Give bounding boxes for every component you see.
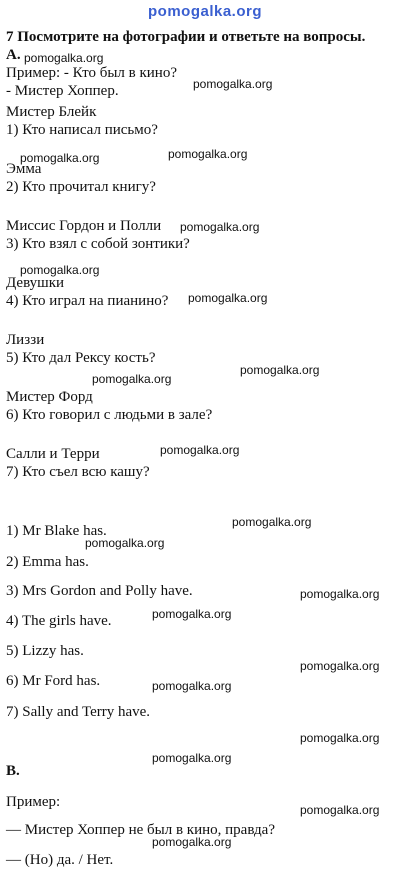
watermark: pomogalka.org (85, 536, 165, 550)
watermark: pomogalka.org (152, 835, 232, 849)
watermark: pomogalka.org (152, 751, 232, 765)
item-name: Мистер Форд (6, 389, 93, 405)
watermark: pomogalka.org (152, 679, 232, 693)
answer-line: 3) Mrs Gordon and Polly have. (6, 583, 193, 599)
section-b-label: B. (6, 763, 20, 779)
item-name: Девушки (6, 275, 65, 291)
section-a-label: A. (6, 47, 21, 63)
watermark: pomogalka.org (168, 147, 248, 161)
watermark: pomogalka.org (300, 587, 380, 601)
watermark: pomogalka.org (193, 77, 273, 91)
watermark: pomogalka.org (180, 220, 260, 234)
b-answer: — (Но) да. / Нет. (6, 852, 114, 868)
item-name: Салли и Терри (6, 446, 100, 462)
answer-line: 6) Mr Ford has. (6, 673, 101, 689)
b-question: — Мистер Хоппер не был в кино, правда? (6, 822, 275, 838)
item-question: 3) Кто взял с собой зонтики? (6, 236, 190, 252)
item-question: 2) Кто прочитал книгу? (6, 179, 156, 195)
example-answer: - Мистер Хоппер. (6, 83, 119, 99)
answer-line: 5) Lizzy has. (6, 643, 84, 659)
item-question: 1) Кто написал письмо? (6, 122, 158, 138)
header-watermark: pomogalka.org (148, 3, 263, 20)
watermark: pomogalka.org (300, 803, 380, 817)
watermark: pomogalka.org (152, 607, 232, 621)
item-name: Миссис Гордон и Полли (6, 218, 162, 234)
answer-line: 2) Emma has. (6, 554, 89, 570)
item-name: Мистер Блейк (6, 104, 97, 120)
watermark: pomogalka.org (20, 263, 100, 277)
watermark: pomogalka.org (240, 363, 320, 377)
item-question: 7) Кто съел всю кашу? (6, 464, 150, 480)
watermark: pomogalka.org (188, 291, 268, 305)
b-example-label: Пример: (6, 794, 61, 810)
watermark: pomogalka.org (300, 659, 380, 673)
example-question: Пример: - Кто был в кино? (6, 65, 177, 81)
answer-line: 7) Sally and Terry have. (6, 704, 151, 720)
watermark: pomogalka.org (300, 731, 380, 745)
watermark: pomogalka.org (92, 372, 172, 386)
watermark: pomogalka.org (24, 51, 104, 65)
watermark: pomogalka.org (160, 443, 240, 457)
item-question: 6) Кто говорил с людьми в зале? (6, 407, 213, 423)
item-question: 4) Кто играл на пианино? (6, 293, 169, 309)
watermark: pomogalka.org (232, 515, 312, 529)
item-name: Лиззи (6, 332, 45, 348)
item-question: 5) Кто дал Рексу кость? (6, 350, 156, 366)
answer-line: 1) Mr Blake has. (6, 523, 107, 539)
item-name: Эмма (6, 161, 42, 177)
answer-line: 4) The girls have. (6, 613, 112, 629)
watermark: pomogalka.org (20, 151, 100, 165)
exercise-title: 7 Посмотрите на фотографии и ответьте на вопросы. (6, 29, 366, 45)
